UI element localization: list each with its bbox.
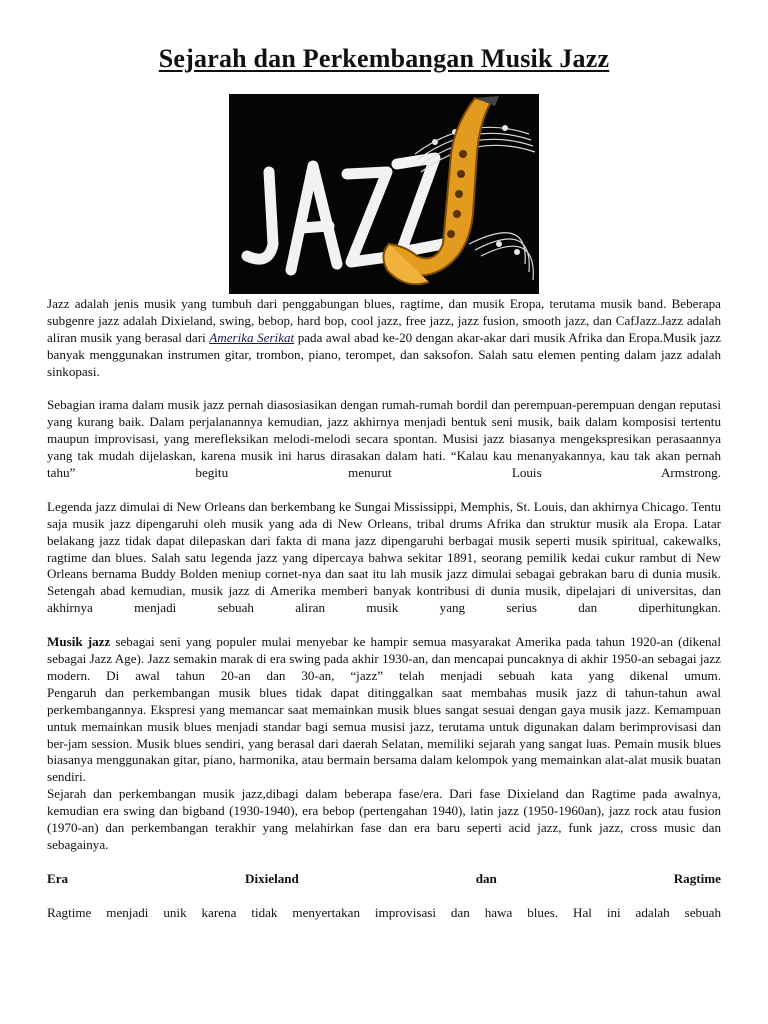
paragraph-blues: Pengaruh dan perkembangan musik blues tidak dapat ditinggalkan saat membahas musik jazz di tahun-tahun awal perkembangannya. Ekspresi yang memancar saat memainkan musik blues sangat sesuai dengan gaya musik jazz. Kemampuan untuk memainkan musik blues menjadi standar bagi semua musisi jazz, terutama untuk digunakan dalam berimprovisasi dan ber-jam session. Musik blues sendiri, yang berasal dari daerah Selatan, memiliki sejarah yang sangat luas. Pemain musik blues biasanya menggunakan gitar, piano, harmonika, atau bermain bersama dalam kelompok yang memainkan alat-alat musik buatan sendiri. [47,684,721,785]
paragraph-popular [47,634,721,685]
paragraph-intro [47,296,721,381]
page-title: Sejarah dan Perkembangan Musik Jazz [158,44,610,73]
bold-term: Musik jazz [47,634,111,650]
paragraph-reputation: Sebagian irama dalam musik jazz pernah diasosiasikan dengan rumah-rumah bordil dan perempuan-perempuan dengan reputasi yang kurang baik. Dalam perjalanannya kemudian, jazz akhirnya menjadi bentuk seni musik, baik dalam komposisi tertentu maupun improvisasi, yang merefleksikan melodi-melodi secara spontan. Musisi jazz biasanya mengekspresikan perasaannya yang tak mudah dijelaskan, karena musik ini harus dirasakan dalam hati. “Kalau kau menanyakannya, kau tak akan pernah tahu” begitu menurut Louis Armstrong. [47,397,721,481]
paragraph-legend: Legenda jazz dimulai di New Orleans dan berkembang ke Sungai Mississippi, Memphis, St. Louis, dan akhirnya Chicago. Tentu saja musik jazz dipengaruhi oleh musik yang ada di New Orleans, tribal drums Afrika dan struktur musik ala Eropa. Latar belakang jazz tidak dapat dilepaskan dari fakta di mana jazz dipengaruhi berbagai musik seperti musik spiritual, cakewalks, ragtime dan blues. Salah satu legenda jazz yang dipercaya bahwa sekitar 1891, seorang pemilik kedai cukur rambut di New Orleans bernama Buddy Bolden meniup cornet-nya dan saat itu lah musik jazz dimulai sebagai gebrakan baru di dunia musik. Setengah abad kemudian, musik jazz di Amerika memberi banyak kontribusi di dunia musik, dipelajari di universitas, dan akhirnya menjadi sebuah aliran musik yang serius dan diperhitungkan. [47,498,721,616]
amerika-serikat-link[interactable]: Amerika Serikat [209,329,295,345]
paragraph-text: sebagai seni yang populer mulai menyebar ke hampir semua masyarakat Amerika pada tahun 1920-an (dikenal sebagai Jazz Age). Jazz semakin marak di era swing pada akhir 1930-an, dan mencapai puncaknya di akhir 1950-an sebagai jazz modern. Di awal tahun 20-an dan 30-an, “jazz” telah menjadi sebuah kata yang dikenal umum. [47,634,721,683]
jazz-saxophone-illustration [229,94,539,294]
paragraph-ragtime: Ragtime menjadi unik karena tidak menyertakan improvisasi dan hawa blues. Hal ini adalah sebuah [47,904,721,920]
paragraph-text: Jazz adalah jenis musik yang tumbuh dari penggabungan blues, ragtime, dan musik Eropa, terutama musik band. Beberapa subgenre jazz adalah Dixieland, swing, bebop, hard bop, cool jazz, free jazz, jazz fusion, smooth jazz, dan CafJazz.Jazz adalah aliran musik yang berasal dari [47,296,721,345]
section-heading-dixieland: Era Dixieland dan Ragtime [47,870,721,886]
jazz-saxophone-image [229,94,539,294]
paragraph-text: pada awal abad ke-20 dengan akar-akar dari musik Afrika dan Eropa.Musik jazz banyak menggunakan instrumen gitar, trombon, piano, terompet, dan saksofon. Salah satu elemen penting dalam jazz adalah sinkopasi. [47,329,721,379]
paragraph-eras: Sejarah dan perkembangan musik jazz,dibagi dalam beberapa fase/era. Dari fase Dixieland dan Ragtime pada awalnya, kemudian era swing dan bigband (1930-1940), era bebop (pertengahan 1940), latin jazz (1950-1960an), jazz rock atau fusion (1970-an) dan perkembangan terakhir yang melahirkan fase dan era baru seperti acid jazz, funk jazz, cross music dan sebagainya. [47,786,721,852]
article-body [47,296,721,921]
